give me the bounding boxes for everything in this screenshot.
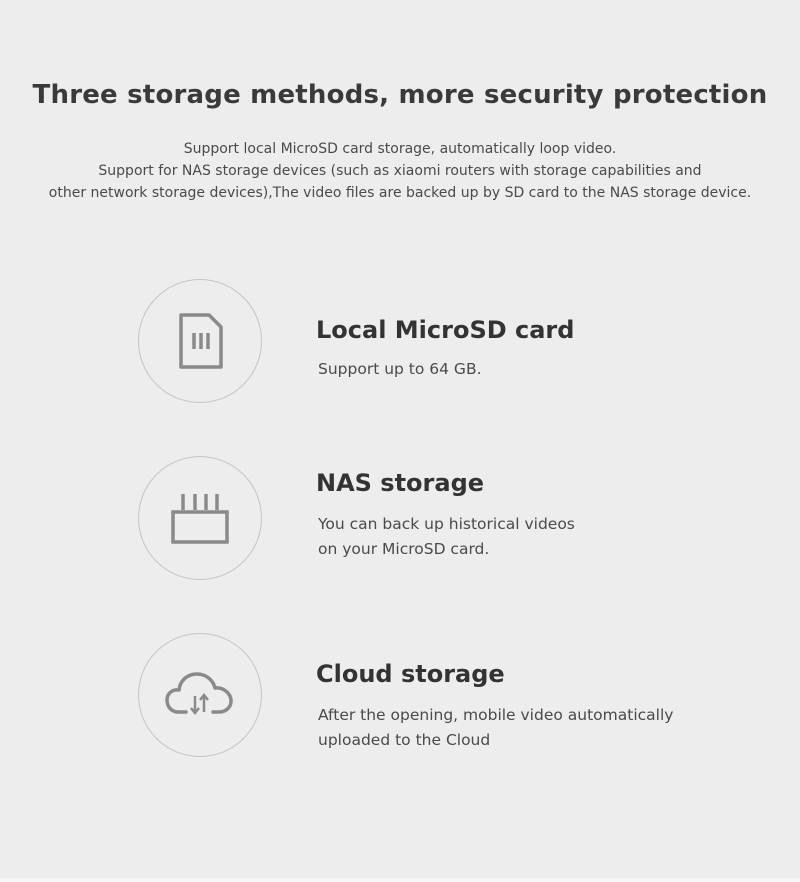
sd-card-icon [175, 311, 225, 371]
feature-description [318, 703, 673, 753]
intro-line-1: Support local MicroSD card storage, automatically loop video. [183, 141, 617, 157]
bottom-divider [0, 878, 800, 882]
feature-icon-circle [138, 456, 262, 580]
feature-title: NAS storage [316, 469, 485, 497]
feature-desc-line: uploaded to the Cloud [318, 731, 491, 749]
page-headline: Three storage methods, more security protection [32, 80, 768, 110]
feature-description [318, 357, 482, 382]
feature-icon-circle [138, 279, 262, 403]
feature-nas [138, 456, 738, 586]
feature-microsd [138, 279, 738, 409]
intro-text [0, 138, 800, 204]
feature-desc-line: You can back up historical videos [318, 515, 575, 533]
intro-line-2: Support for NAS storage devices (such as xiaomi routers with storage capabilities and [98, 163, 702, 179]
feature-desc-line: Support up to 64 GB. [318, 360, 482, 378]
feature-title: Cloud storage [316, 660, 505, 688]
router-icon [169, 490, 231, 546]
intro-line-3: other network storage devices),The video files are backed up by SD card to the NAS storage device. [48, 185, 752, 201]
feature-title: Local MicroSD card [316, 316, 575, 344]
feature-desc-line: on your MicroSD card. [318, 540, 490, 558]
feature-icon-circle [138, 633, 262, 757]
feature-cloud [138, 633, 738, 763]
feature-description [318, 512, 575, 562]
cloud-sync-icon [164, 668, 236, 722]
feature-desc-line: After the opening, mobile video automatically [318, 706, 674, 724]
